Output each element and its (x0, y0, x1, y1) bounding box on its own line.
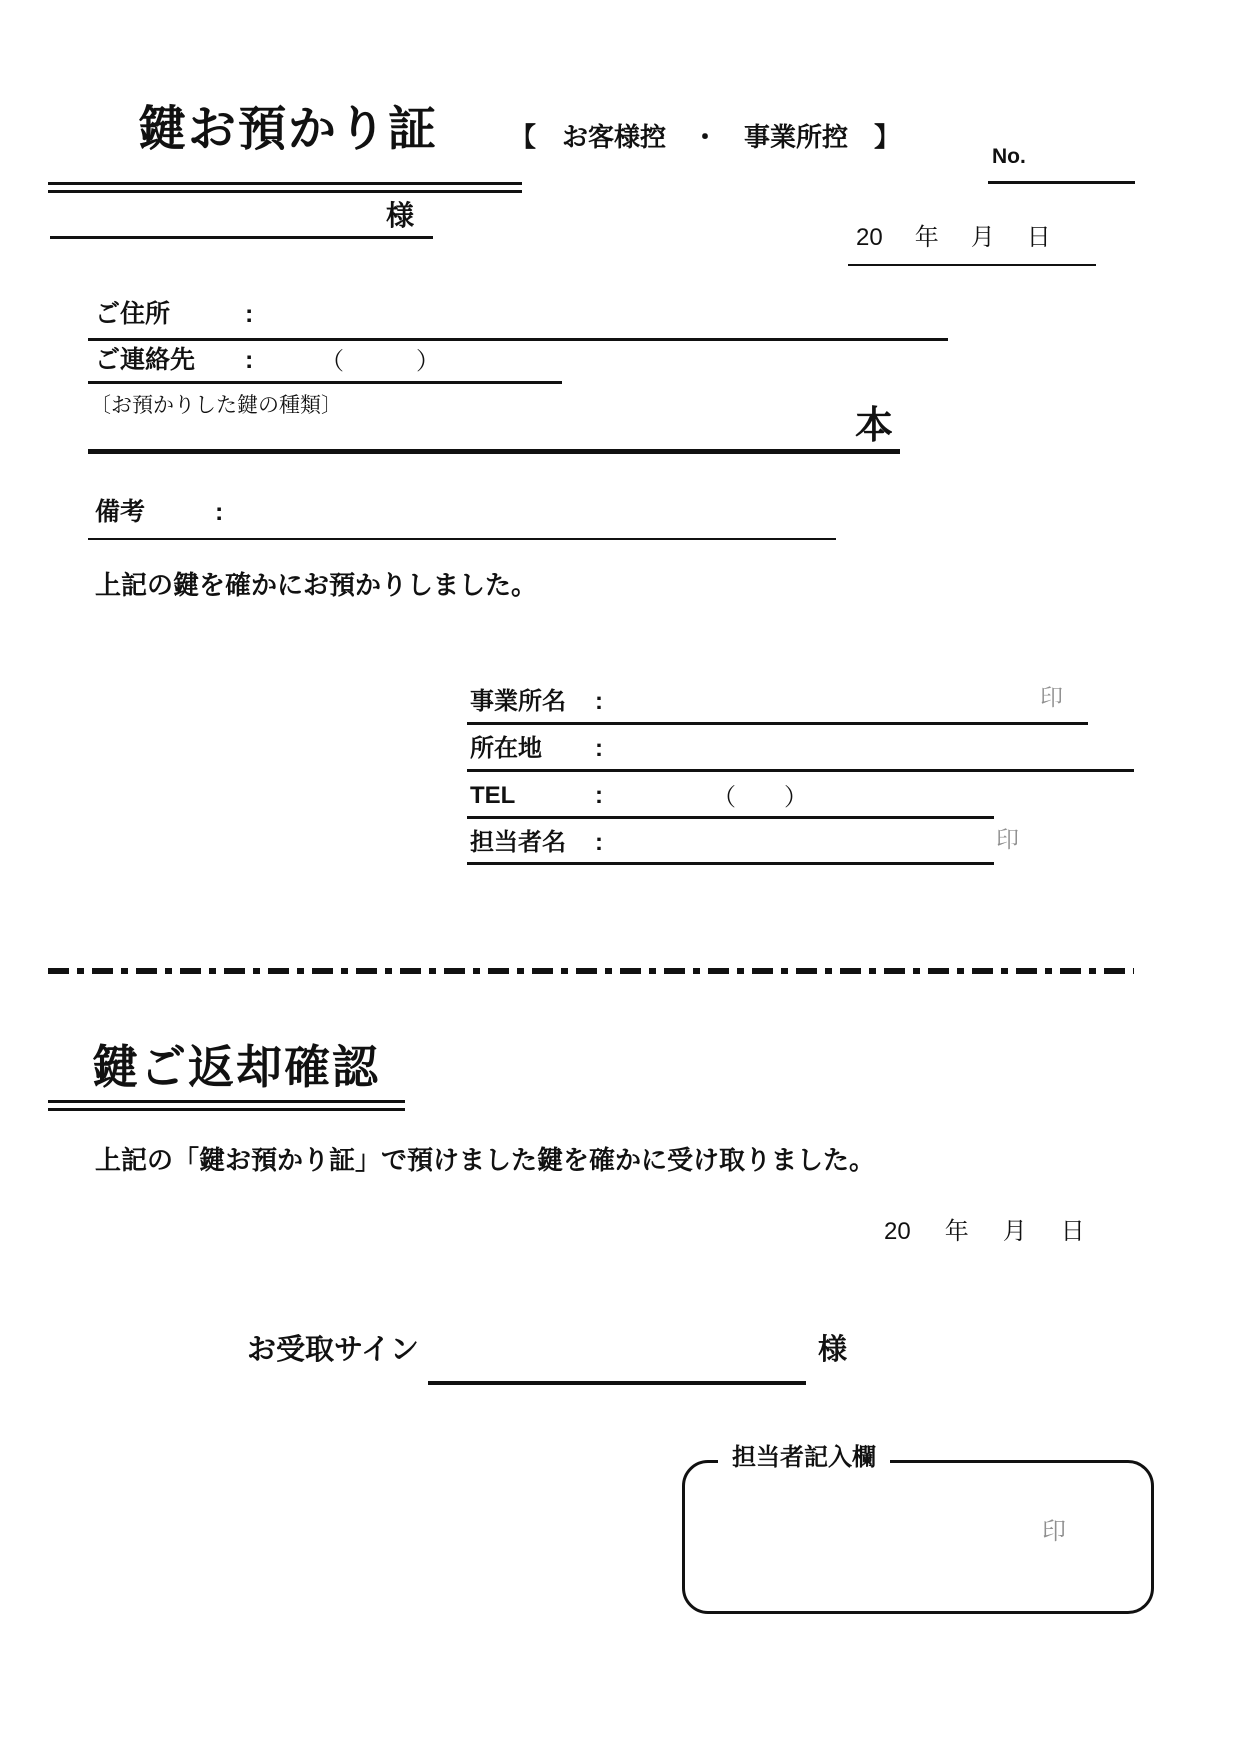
contact-colon: : (245, 346, 254, 374)
office-staff-line (467, 862, 994, 865)
office-name-colon: : (595, 688, 603, 715)
staff-entry-box (682, 1460, 1154, 1614)
receipt-date-month-label: 月 (970, 224, 995, 251)
receipt-title-rule (48, 182, 522, 193)
office-tel-label: TEL (470, 782, 516, 809)
office-staff-label: 担当者名 (470, 829, 566, 856)
receipt-date-year-label: 年 (914, 224, 939, 251)
return-date (884, 1220, 1085, 1244)
key-count-line (88, 449, 900, 454)
return-statement: 上記の「鍵お預かり証」で預けました鍵を確かに受け取りました。 (95, 1145, 876, 1175)
remarks-label: 備考 (95, 498, 146, 526)
return-title: 鍵ご返却確認 (92, 1041, 380, 1093)
staff-entry-box-label: 担当者記入欄 (718, 1446, 890, 1470)
address-label: ご住所 (95, 300, 171, 328)
sign-line (428, 1381, 806, 1385)
remarks-line (88, 538, 836, 540)
office-name-seal: 印 (1040, 684, 1063, 710)
sign-honorific: 様 (818, 1334, 848, 1366)
address-line (88, 338, 948, 341)
contact-parens: （ ） (320, 348, 440, 375)
customer-name-line (50, 236, 433, 239)
office-name-label: 事業所名 (470, 688, 566, 715)
return-title-rule (48, 1100, 405, 1111)
receipt-no-line (988, 181, 1135, 184)
key-count-unit: 本 (855, 405, 894, 447)
remarks-colon: : (215, 498, 224, 526)
address-colon: : (245, 300, 254, 328)
key-type-caption: 〔お預かりした鍵の種類〕 (90, 394, 342, 417)
staff-entry-seal: 印 (1042, 1518, 1066, 1545)
contact-line (88, 381, 562, 384)
office-location-line (467, 769, 1134, 772)
receipt-date-day-label: 日 (1026, 224, 1051, 251)
office-tel-parens: （ ） (712, 784, 808, 811)
customer-honorific: 様 (386, 200, 415, 231)
section-divider-cut-line (48, 968, 1134, 974)
return-date-year-label: 年 (944, 1218, 969, 1245)
office-tel-line (467, 816, 994, 819)
copy-designation: 【 お客様控 ・ 事業所控 】 (510, 122, 901, 152)
return-date-day-label: 日 (1060, 1218, 1085, 1245)
receipt-no-label: No. (992, 145, 1026, 168)
receipt-statement: 上記の鍵を確かにお預かりしました。 (95, 570, 538, 600)
office-tel-colon: : (595, 782, 603, 809)
office-name-line (467, 722, 1088, 725)
receipt-date-line (848, 264, 1096, 266)
receipt-title: 鍵お預かり証 (138, 103, 439, 156)
return-date-year-prefix: 20 (884, 1218, 911, 1245)
office-staff-seal: 印 (996, 826, 1019, 852)
return-date-month-label: 月 (1002, 1218, 1027, 1245)
sign-label: お受取サイン (247, 1334, 419, 1366)
receipt-date-year-prefix: 20 (856, 224, 883, 251)
office-location-label: 所在地 (470, 735, 542, 762)
contact-label: ご連絡先 (95, 346, 196, 374)
receipt-date (856, 226, 1051, 250)
office-location-colon: : (595, 735, 603, 762)
office-staff-colon: : (595, 829, 603, 856)
